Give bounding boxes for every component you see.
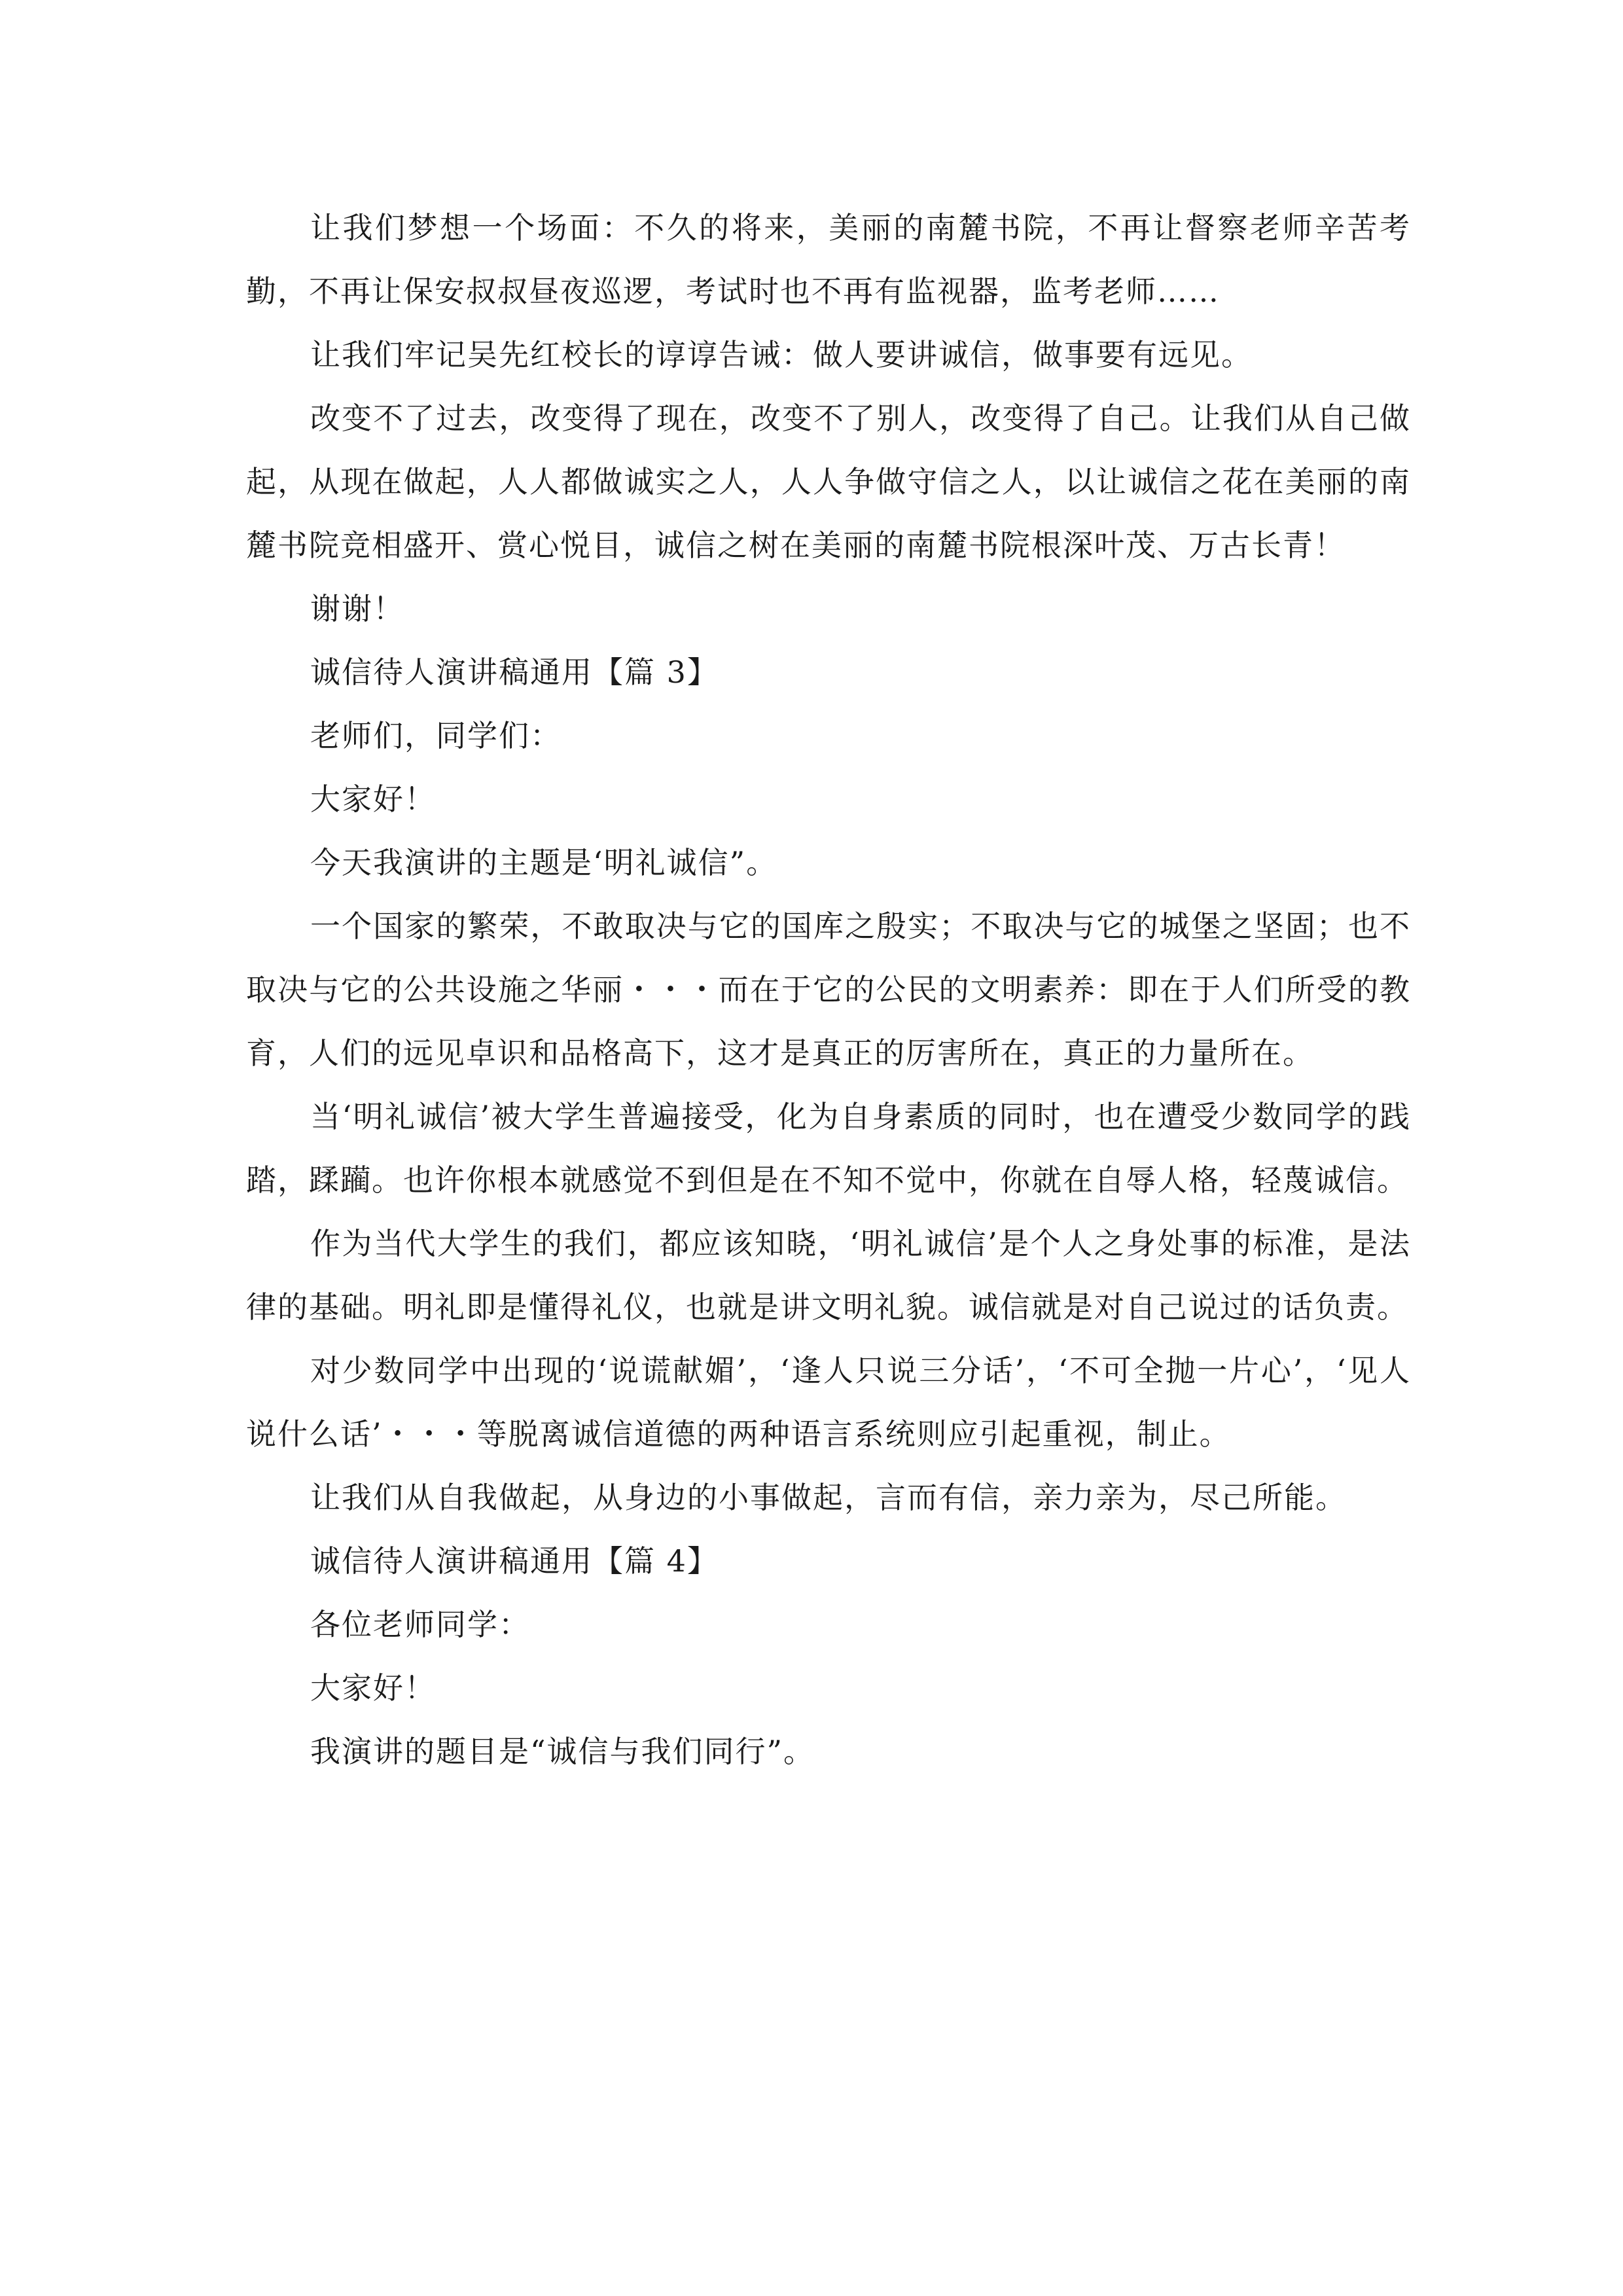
section-heading-4: 诚信待人演讲稿通用【篇 4】 (310, 1543, 719, 1579)
paragraph-modern-students: 作为当代大学生的我们，都应该知晓，‘明礼诚信’是个人之身处事的标准，是法律的基础。明礼即是懂得礼仪，也就是讲文明礼貌。诚信就是对自己说过的话负责。 (246, 1226, 1411, 1325)
paragraph-dream-scene: 让我们梦想一个场面：不久的将来，美丽的南麓书院，不再让督察老师辛苦考勤，不再让保安叔叔昼夜巡逻，考试时也不再有监视器，监考老师…… (246, 210, 1411, 309)
paragraph-nation-prosperity: 一个国家的繁荣，不敢取决与它的国库之殷实；不取决与它的城堡之坚固；也不取决与它的公共设施之华丽・・・而在于它的公民的文明素养：即在于人们所受的教育，人们的远见卓识和品格高下，这才是真正的厉害所在，真正的力量所在。 (246, 908, 1411, 1071)
paragraph-minority-behaviour: 对少数同学中出现的‘说谎献媚’，‘逢人只说三分话’，‘不可全抛一片心’，‘见人说什么话’・・・等脱离诚信道德的两种语言系统则应引起重视，制止。 (246, 1353, 1411, 1452)
document-body (246, 196, 1411, 1784)
greeting: 大家好！ (310, 781, 436, 817)
paragraph-students-integrity: 当‘明礼诚信’被大学生普遍接受，化为自身素质的同时，也在遭受少数同学的践踏，蹂躏。也许你根本就感觉不到但是在不知不觉中，你就在自辱人格，轻蔑诚信。 (246, 1099, 1411, 1198)
greeting-2: 大家好！ (310, 1670, 436, 1706)
section-heading-3: 诚信待人演讲稿通用【篇 3】 (310, 655, 719, 690)
paragraph-start-from-self: 让我们从自我做起，从身边的小事做起，言而有信，亲力亲为，尽己所能。 (310, 1480, 1347, 1515)
paragraph-principal-advice: 让我们牢记吴先红校长的谆谆告诫：做人要讲诚信，做事要有远见。 (310, 337, 1253, 372)
salutation-teachers-students: 老师们，同学们： (310, 718, 562, 753)
salutation-teachers-classmates: 各位老师同学： (310, 1607, 530, 1642)
paragraph-change-ourselves: 改变不了过去，改变得了现在，改变不了别人，改变得了自己。让我们从自己做起，从现在做起，人人都做诚实之人，人人争做守信之人，以让诚信之花在美丽的南麓书院竞相盛开、赏心悦目，诚信之树在美丽的南麓书院根深叶茂、万古长青！ (246, 401, 1411, 563)
paragraph-thanks: 谢谢！ (310, 591, 404, 626)
paragraph-topic: 今天我演讲的主题是‘明礼诚信”。 (310, 845, 778, 880)
paragraph-speech-title: 我演讲的题目是“诚信与我们同行”。 (310, 1734, 815, 1769)
